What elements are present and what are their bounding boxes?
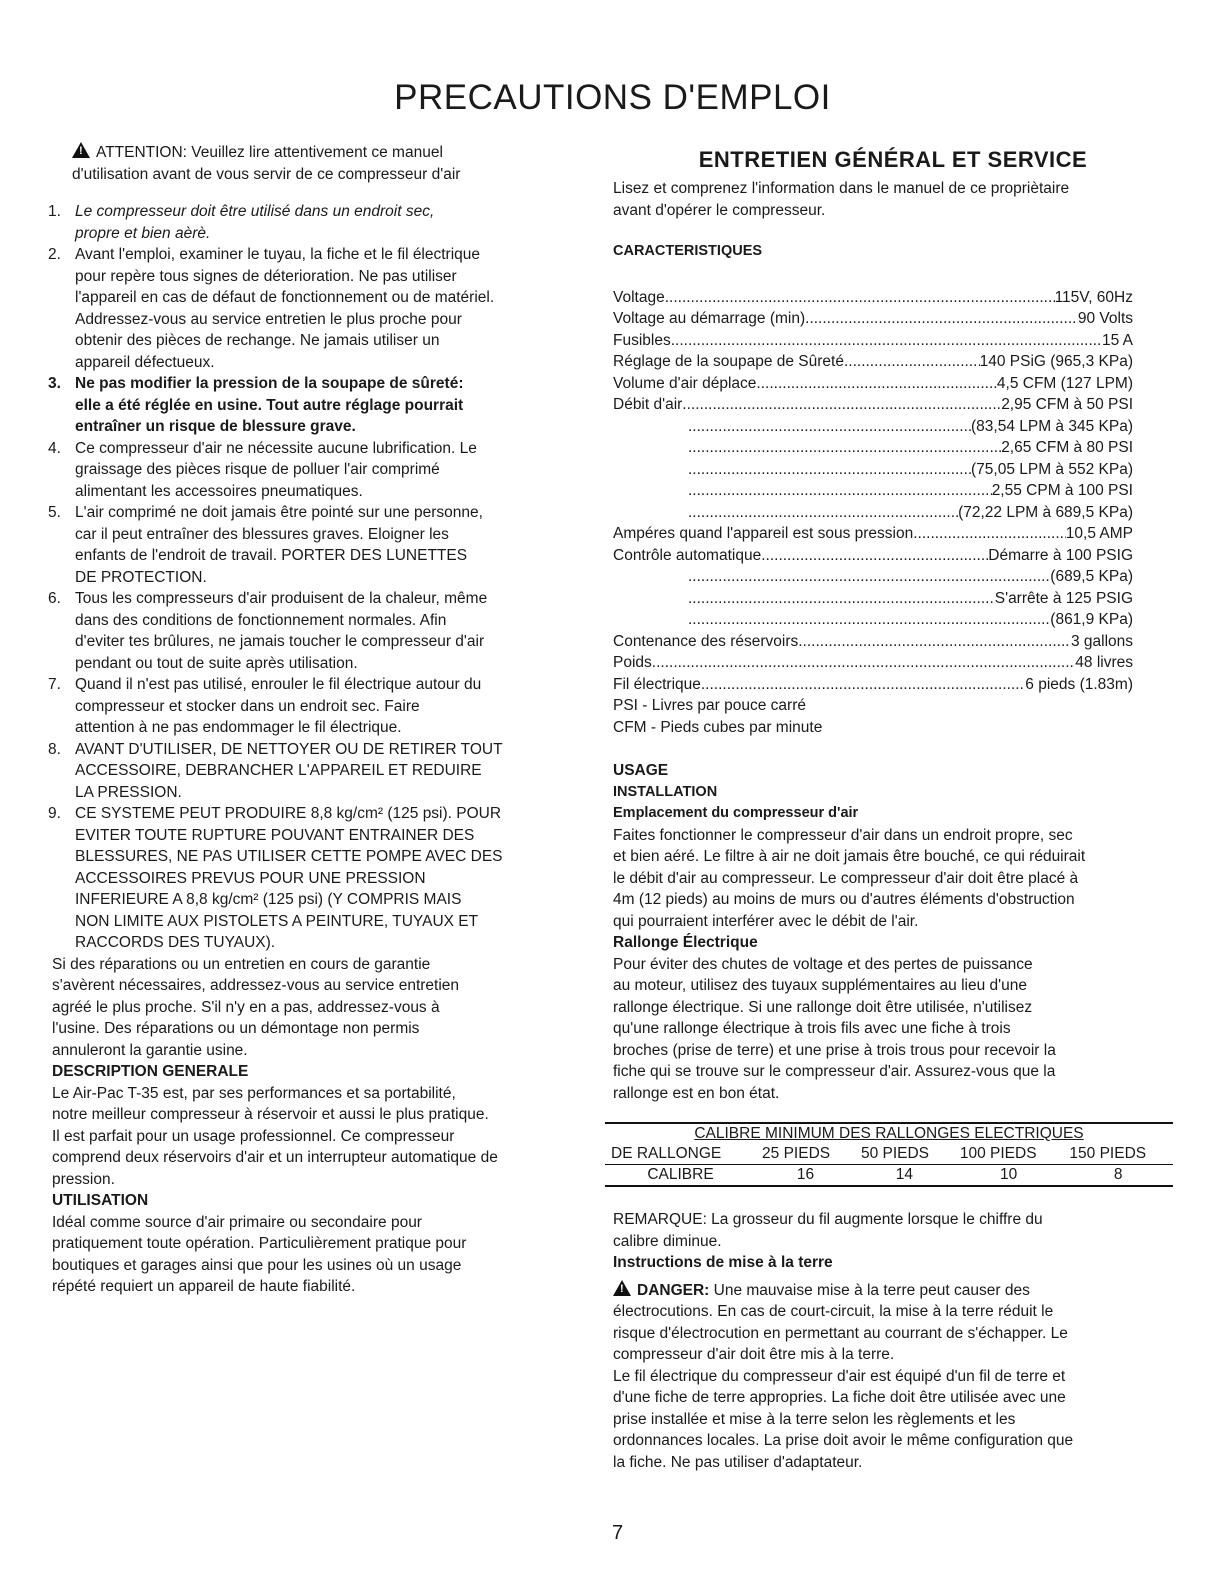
spec-row xyxy=(613,566,1133,588)
dot-leader xyxy=(798,631,1071,653)
item-line: Avant l'emploi, examiner le tuyau, la fiche et le fil électrique xyxy=(75,246,481,263)
precaution-item xyxy=(48,373,592,438)
item-line: enfants de l'endroit de travail. PORTER DES LUNETTES xyxy=(75,547,468,564)
spec-row xyxy=(613,588,1133,610)
dot-leader xyxy=(761,545,988,567)
left-column xyxy=(48,142,592,1298)
rallonge-heading: Rallonge Électrique xyxy=(613,934,758,951)
spec-row xyxy=(613,609,1133,631)
dot-leader xyxy=(665,287,1055,309)
item-line: l'appareil en cas de défaut de fonctionnement ou de matériel. xyxy=(75,289,495,306)
spec-row xyxy=(613,459,1133,481)
danger-label: DANGER: xyxy=(637,1281,710,1299)
spec-row xyxy=(613,330,1133,352)
spec-value: 2,95 CFM à 50 PSI xyxy=(1001,396,1133,413)
item-line: DE PROTECTION. xyxy=(75,568,207,586)
item-line: Ne pas modifier la pression de la soupape de sûreté: xyxy=(75,375,464,392)
text-line: pratiquement toute opération. Particulièrement pratique pour xyxy=(52,1235,467,1252)
warning-triangle-icon xyxy=(72,142,90,158)
text-line: électrocutions. En cas de court-circuit, la mise à la terre réduit le xyxy=(613,1303,1054,1320)
spec-row xyxy=(613,394,1133,416)
item-line: Ce compresseur d'air ne nécessite aucune lubrification. Le xyxy=(75,439,477,457)
table-header-cell: 50 PIEDS xyxy=(855,1144,954,1165)
text-line: agréé le plus proche. S'il n'y en a pas, addressez-vous à xyxy=(52,998,440,1016)
item-number: 3. xyxy=(48,375,61,392)
item-number: 1. xyxy=(48,203,61,220)
table-header-cell: 150 PIEDS xyxy=(1063,1144,1173,1165)
item-number: 9. xyxy=(48,805,61,822)
spec-value: (689,5 KPa) xyxy=(1050,568,1133,585)
rallonge-paragraph xyxy=(613,954,1173,1105)
section-heading: ENTRETIEN GÉNÉRAL ET SERVICE xyxy=(698,147,1088,172)
page-title: PRECAUTIONS D'EMPLOI xyxy=(394,78,831,117)
text-line: 4m (12 pieds) au moins de murs ou d'autres éléments d'obstruction xyxy=(613,891,1075,908)
cfm-note: CFM - Pieds cubes par minute xyxy=(613,718,823,736)
item-line: ACCESSOIRE, DEBRANCHER L'APPAREIL ET REDUIRE xyxy=(75,762,482,779)
dot-leader xyxy=(688,609,1050,631)
precaution-item xyxy=(48,502,592,588)
text-line: risque d'électrocution en permettant au courrant de s'échapper. Le xyxy=(613,1324,1068,1342)
text-line: pression. xyxy=(52,1170,115,1188)
text-line: avant d'opérer le compresseur. xyxy=(613,201,826,219)
spec-row xyxy=(613,308,1133,330)
text-line: au moteur, utilisez des tuyaux supplémentaires au lieu d'une xyxy=(613,977,1027,994)
text-line: et bien aéré. Le filtre à air ne doit jamais être bouché, ce qui réduirait xyxy=(613,848,1086,865)
item-line: LA PRESSION. xyxy=(75,783,182,801)
psi-note: PSI - Livres par pouce carré xyxy=(613,697,806,714)
item-line: obtenir des pièces de rechange. Ne jamais utiliser un xyxy=(75,332,440,349)
dot-leader xyxy=(844,351,980,373)
text-line: rallonge est en bon état. xyxy=(613,1084,780,1102)
dot-leader xyxy=(688,459,971,481)
attention-text: Veuillez lire attentivement ce manuel xyxy=(187,144,443,161)
spec-row xyxy=(613,416,1133,438)
utilisation-heading: UTILISATION xyxy=(52,1192,149,1209)
item-line: Addressez-vous au service entretien le plus proche pour xyxy=(75,310,462,328)
item-line: Quand il n'est pas utilisé, enrouler le fil électrique autour du xyxy=(75,676,482,693)
precaution-item xyxy=(48,244,592,373)
dot-leader xyxy=(688,566,1050,588)
spec-value: (83,54 LPM à 345 KPa) xyxy=(971,417,1133,435)
item-line: graissage des pièces risque de polluer l'air comprimé xyxy=(75,461,440,478)
spec-row xyxy=(613,480,1133,502)
table-header-cell: DE RALLONGE xyxy=(605,1144,756,1165)
attention-text: d'utilisation avant de vous servir de ce compresseur d'air xyxy=(72,165,461,183)
spec-value: 115V, 60Hz xyxy=(1054,288,1133,306)
page-number: 7 xyxy=(612,1522,624,1544)
spec-label: Poids xyxy=(613,654,652,671)
usage-heading: USAGE xyxy=(613,762,669,779)
spec-value: 2,65 CFM à 80 PSI xyxy=(1001,439,1133,456)
text-line: l'usine. Des réparations ou un démontage non permis xyxy=(52,1020,420,1037)
remarque-text: calibre diminue. xyxy=(613,1232,722,1250)
remarque-text: La grosseur du fil augmente lorsque le chiffre du xyxy=(706,1211,1043,1228)
spec-row xyxy=(613,545,1133,567)
table-cell: 10 xyxy=(954,1165,1064,1187)
dot-leader xyxy=(913,523,1066,545)
text-line: boutiques et garages ainsi que pour les usines où un usage xyxy=(52,1256,462,1274)
danger-paragraph xyxy=(613,1280,1173,1474)
item-line: appareil défectueux. xyxy=(75,353,215,371)
attention-label: ATTENTION: xyxy=(96,144,187,161)
spec-row xyxy=(613,502,1133,524)
text-line: Si des réparations ou un entretien en cours de garantie xyxy=(52,955,431,973)
spec-row xyxy=(613,351,1133,373)
item-number: 4. xyxy=(48,439,61,457)
item-line: EVITER TOUTE RUPTURE POUVANT ENTRAINER DES xyxy=(75,826,475,844)
item-line: compresseur et stocker dans un endroit sec. Faire xyxy=(75,697,420,715)
item-line: entraîner un risque de blessure grave. xyxy=(75,418,356,435)
text-line: broches (prise de terre) et une prise à trois trous pour recevoir la xyxy=(613,1041,1056,1059)
spec-value: 4,5 CFM (127 LPM) xyxy=(996,374,1133,392)
spec-value: 90 Volts xyxy=(1077,310,1133,327)
dot-leader xyxy=(688,480,992,502)
remarque-label: REMARQUE: xyxy=(613,1211,707,1228)
spec-value: 10,5 AMP xyxy=(1065,525,1133,542)
item-line: AVANT D'UTILISER, DE NETTOYER OU DE RETIRER TOUT xyxy=(75,740,503,758)
spec-row xyxy=(613,373,1133,395)
spec-value: 6 pieds (1.83m) xyxy=(1025,675,1133,693)
spec-label: Débit d'air xyxy=(613,396,683,413)
spec-label: Fusibles xyxy=(613,331,671,349)
text-line: Le fil électrique du compresseur d'air est équipé d'un fil de terre et xyxy=(613,1367,1066,1385)
table-cell: 16 xyxy=(756,1165,855,1187)
spec-value: (75,05 LPM à 552 KPa) xyxy=(971,460,1133,478)
text-line: qui pourraient interférer avec le débit de l'air. xyxy=(613,912,919,930)
text-line: Une mauvaise mise à la terre peut causer des xyxy=(709,1281,1030,1299)
text-line: notre meilleur compresseur à réservoir et aussi le plus pratique. xyxy=(52,1106,489,1123)
text-line: ordonnances locales. La prise doit avoir le même configuration que xyxy=(613,1432,1074,1449)
description-heading: DESCRIPTION GENERALE xyxy=(52,1063,249,1080)
spec-row xyxy=(613,631,1133,653)
text-line: compresseur d'air doit être mis à la terre. xyxy=(613,1346,895,1363)
text-line: Le Air-Pac T-35 est, par ses performances et sa portabilité, xyxy=(52,1084,456,1102)
table-header-row xyxy=(605,1144,1173,1165)
text-line: Il est parfait pour un usage professionnel. Ce compresseur xyxy=(52,1127,455,1145)
precaution-item xyxy=(48,588,592,674)
item-line: car il peut entraîner des blessures graves. Eloigner les xyxy=(75,525,449,543)
precaution-list xyxy=(48,201,592,954)
text-line: répété requiert un appareil de haute fiabilité. xyxy=(52,1278,356,1295)
dot-leader xyxy=(671,330,1102,352)
text-line: qu'une rallonge électrique à trois fils avec une fiche à trois xyxy=(613,1020,1011,1037)
dot-leader xyxy=(688,502,958,524)
spec-label: Contrôle automatique xyxy=(613,546,762,564)
emplacement-heading: Emplacement du compresseur d'air xyxy=(613,805,859,821)
spec-label: Réglage de la soupape de Sûreté xyxy=(613,353,844,370)
dot-leader xyxy=(688,588,995,610)
text-line: fiche qui se trouve sur le compresseur d'air. Assurez-vous que la xyxy=(613,1063,1056,1080)
spec-value: (861,9 KPa) xyxy=(1050,611,1133,628)
item-line: L'air comprimé ne doit jamais être pointé sur une personne, xyxy=(75,504,483,521)
item-line: NON LIMITE AUX PISTOLETS A PEINTURE, TUYAUX ET xyxy=(75,912,479,930)
spec-row xyxy=(613,287,1133,309)
text-line: Idéal comme source d'air primaire ou secondaire pour xyxy=(52,1213,422,1231)
table-header-cell: 100 PIEDS xyxy=(954,1144,1064,1165)
repairs-paragraph xyxy=(52,954,592,1062)
item-line: Tous les compresseurs d'air produisent de la chaleur, même xyxy=(75,590,488,607)
text-line: d'une fiche de terre appropries. La fiche doit être utilisée avec une xyxy=(613,1389,1066,1406)
item-line: BLESSURES, NE PAS UTILISER CETTE POMPE AVEC DES xyxy=(75,848,503,865)
item-number: 2. xyxy=(48,246,61,263)
text-line: annuleront la garantie usine. xyxy=(52,1041,248,1059)
dot-leader xyxy=(756,373,996,395)
item-line: alimentant les accessoires pneumatiques. xyxy=(75,482,363,500)
precaution-item xyxy=(48,674,592,739)
precaution-item xyxy=(48,803,592,954)
table-cell: CALIBRE xyxy=(605,1165,756,1187)
item-line: pour repère tous signes de déterioration. Ne pas utiliser xyxy=(75,267,457,285)
dot-leader xyxy=(652,652,1076,674)
spec-value: 15 A xyxy=(1101,331,1133,349)
specs-list xyxy=(613,287,1133,696)
text-line: le débit d'air au compresseur. Le compresseur d'air doit être placé à xyxy=(613,869,1079,887)
spec-label: Volume d'air déplace xyxy=(613,374,757,392)
utilisation-paragraph xyxy=(52,1212,592,1298)
spec-row xyxy=(613,652,1133,674)
text-line: la fiche. Ne pas utiliser d'adaptateur. xyxy=(613,1453,863,1471)
spec-value: Démarre à 100 PSIG xyxy=(988,546,1133,564)
text-line: comprend deux réservoirs d'air et un interrupteur automatique de xyxy=(52,1149,498,1166)
table-row xyxy=(605,1165,1173,1187)
item-line: RACCORDS DES TUYAUX). xyxy=(75,934,276,951)
text-line: prise installée et mise à la terre selon les règlements et les xyxy=(613,1410,1016,1428)
text-line xyxy=(613,1280,1173,1302)
spec-value: 48 livres xyxy=(1075,654,1133,671)
item-line: attention à ne pas endommager le fil électrique. xyxy=(75,719,402,736)
item-line: ACCESSOIRES PREVUS POUR UNE PRESSION xyxy=(75,869,426,887)
spec-label: Voltage xyxy=(613,288,665,306)
item-number: 5. xyxy=(48,504,61,521)
spec-label: Voltage au démarrage (min) xyxy=(613,310,806,327)
precaution-item xyxy=(48,438,592,503)
dot-leader xyxy=(688,437,1001,459)
spec-label: Fil électrique xyxy=(613,675,701,693)
grounding-heading: Instructions de mise à la terre xyxy=(613,1254,833,1271)
spec-value: S'arrête à 125 PSIG xyxy=(994,589,1133,607)
spec-value: 3 gallons xyxy=(1070,632,1133,650)
spec-label: Contenance des réservoirs xyxy=(613,632,799,650)
intro-paragraph xyxy=(613,178,1173,221)
specs-heading: CARACTERISTIQUES xyxy=(613,243,763,259)
table-header-cell: 25 PIEDS xyxy=(756,1144,855,1165)
spec-row xyxy=(613,523,1133,545)
item-number: 7. xyxy=(48,676,61,693)
spec-row xyxy=(613,674,1133,696)
item-line: elle a été réglée en usine. Tout autre réglage pourrait xyxy=(75,396,464,414)
table-caption: CALIBRE MINIMUM DES RALLONGES ELECTRIQUES xyxy=(605,1123,1173,1144)
extension-cord-table xyxy=(605,1122,1173,1187)
item-line: CE SYSTEME PEUT PRODUIRE 8,8 kg/cm² (125 psi). POUR xyxy=(75,805,502,822)
attention-notice xyxy=(52,142,592,185)
item-line: Le compresseur doit être utilisé dans un endroit sec, xyxy=(75,203,435,220)
emplacement-paragraph xyxy=(613,825,1173,933)
precaution-item xyxy=(48,739,592,804)
text-line: s'avèrent nécessaires, addressez-vous au service entretien xyxy=(52,977,460,994)
dot-leader xyxy=(805,308,1078,330)
description-paragraph xyxy=(52,1083,592,1191)
dot-leader xyxy=(682,394,1001,416)
item-number: 8. xyxy=(48,740,61,758)
spec-row xyxy=(613,437,1133,459)
item-line: dans des conditions de fonctionnement normales. Afin xyxy=(75,611,447,629)
item-line: pendant ou tout de suite après utilisation. xyxy=(75,654,358,672)
item-line: INFERIEURE A 8,8 kg/cm² (125 psi) (Y COMPRIS MAIS xyxy=(75,891,462,908)
spec-label: Ampéres quand l'appareil est sous pression xyxy=(613,525,914,542)
precaution-item xyxy=(48,201,592,244)
installation-heading: INSTALLATION xyxy=(613,783,718,800)
table-cell: 8 xyxy=(1063,1165,1173,1187)
item-line: d'eviter tes brûlures, ne jamais toucher le compresseur d'air xyxy=(75,633,485,650)
table-cell: 14 xyxy=(855,1165,954,1187)
spec-value: 2,55 CPM à 100 PSI xyxy=(991,482,1133,499)
item-number: 6. xyxy=(48,590,61,607)
dot-leader xyxy=(688,416,971,438)
item-line: propre et bien aèrè. xyxy=(75,224,211,242)
right-column xyxy=(613,146,1173,1473)
warning-triangle-icon xyxy=(613,1280,631,1296)
text-line: rallonge électrique. Si une rallonge doit être utilisée, n'utilisez xyxy=(613,998,1033,1016)
text-line: Pour éviter des chutes de voltage et des pertes de puissance xyxy=(613,955,1033,973)
dot-leader xyxy=(701,674,1025,696)
text-line: Faites fonctionner le compresseur d'air dans un endroit propre, sec xyxy=(613,826,1073,844)
text-line: Lisez et comprenez l'information dans le manuel de ce propriètaire xyxy=(613,180,1070,197)
spec-value: (72,22 LPM à 689,5 KPa) xyxy=(958,503,1133,521)
spec-value: 140 PSiG (965,3 KPa) xyxy=(979,353,1133,370)
